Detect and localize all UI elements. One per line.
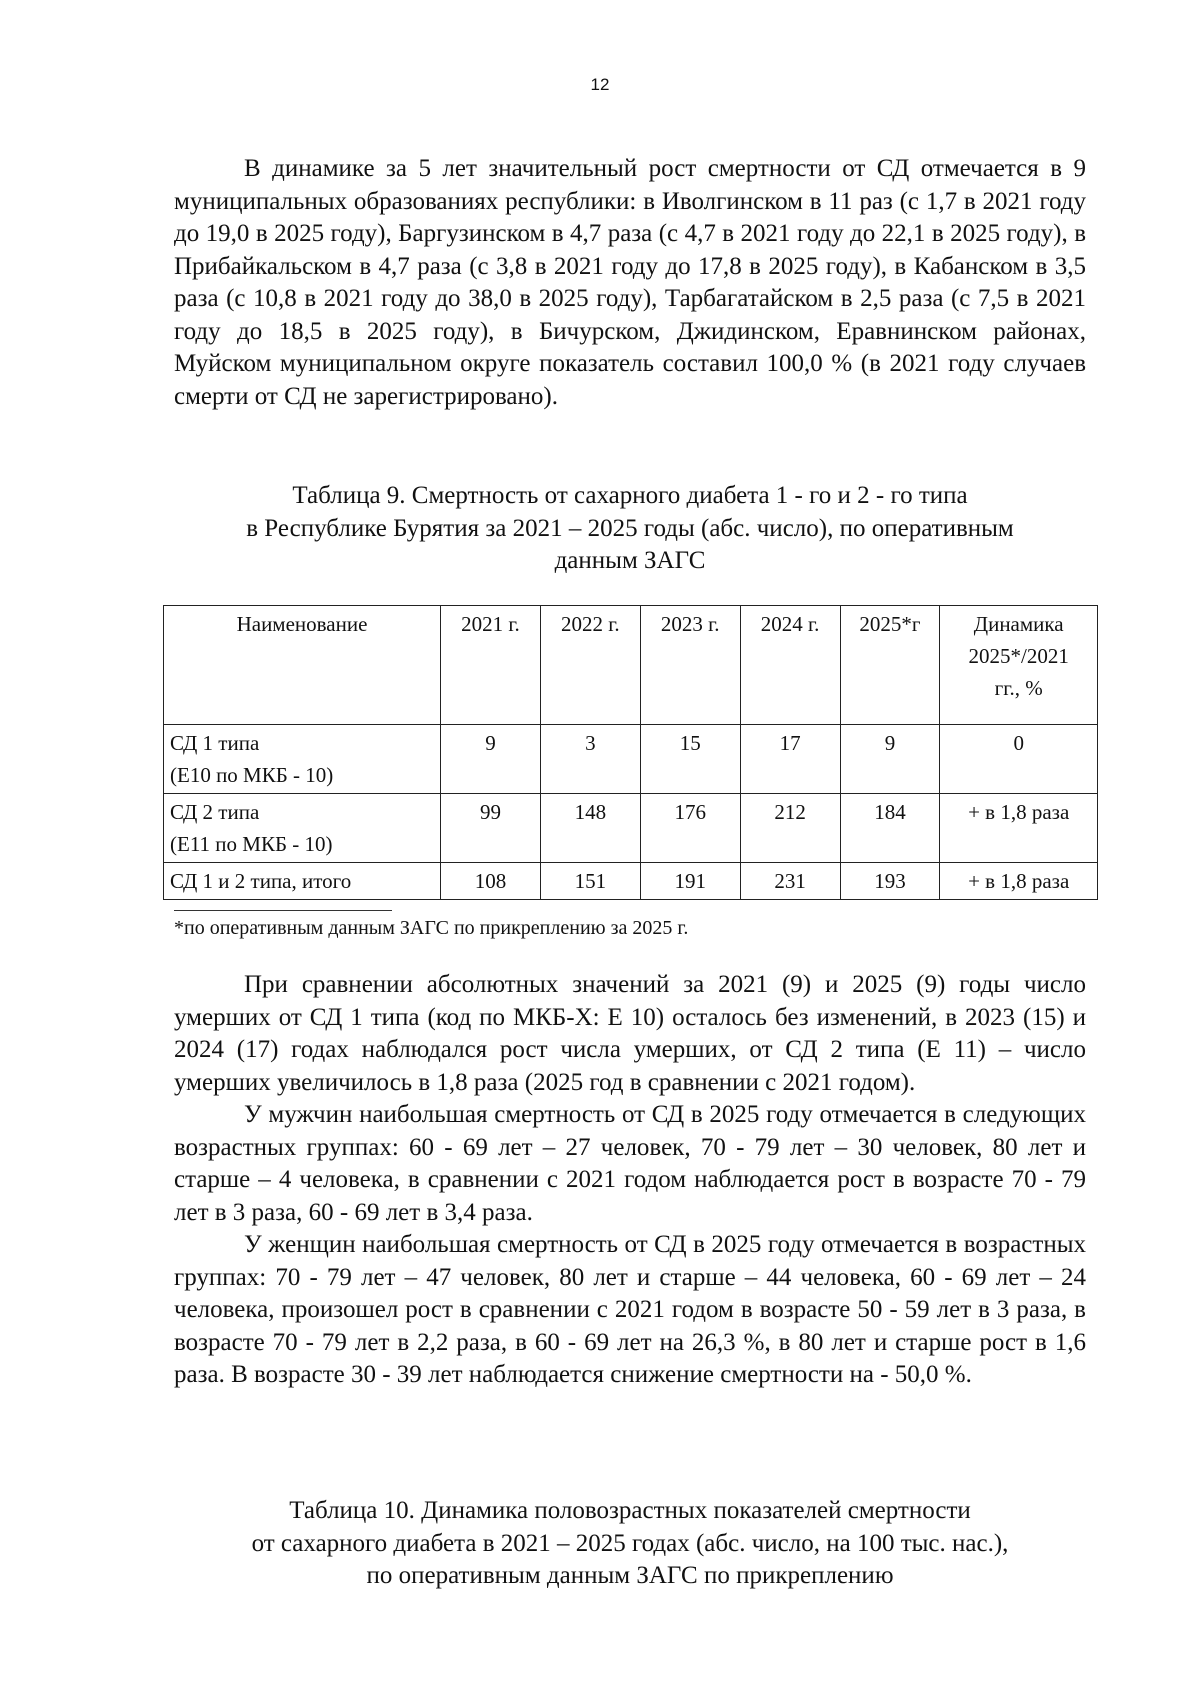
cell-dynamics: + в 1,8 раза <box>940 794 1098 863</box>
caption-line: в Республике Бурятия за 2021 – 2025 годы (абс. число), по оперативным <box>246 514 1014 542</box>
row-name-line: СД 1 типа <box>170 731 260 755</box>
row-name-line: СД 2 типа <box>170 800 260 824</box>
paragraph-comparison: При сравнении абсолютных значений за 2021 (9) и 2025 (9) годы число умерших от СД 1 типа (код по МКБ-Х: Е 10) осталось без изменений, в 2023 (15) и 2024 (17) годах наблюдался рост числа умерших, от СД 2 типа (Е 11) – число умерших увеличилось в 1,8 раза (2025 год в сравнении с 2021 годом). <box>174 971 1086 1096</box>
caption-line: Таблица 10. Динамика половозрастных показателей смертности <box>289 1497 971 1524</box>
header-2025: 2025*г <box>840 606 940 725</box>
cell-dynamics: 0 <box>940 725 1098 794</box>
footnote-divider <box>174 910 392 911</box>
body-text-block <box>174 969 1086 1392</box>
paragraph-women: У женщин наибольшая смертность от СД в 2025 году отмечается в возрастных группах: 70 - 79 лет – 47 человек, 80 лет и старше – 44 человека, 60 - 69 лет – 24 человека, произошел рост в сравнении с 2021 годом в возрасте 50 - 59 лет в 3 раза, в возрасте 70 - 79 лет в 2,2 раза, в 60 - 69 лет на 26,3 %, в 80 лет и старше рост в 1,6 раза. В возрасте 30 - 39 лет наблюдается снижение смертности на - 50,0 %. <box>174 1231 1086 1388</box>
cell-2022: 3 <box>540 725 640 794</box>
cell-2021: 108 <box>441 863 541 900</box>
table-row <box>164 794 1098 863</box>
cell-2025: 9 <box>840 725 940 794</box>
header-2024: 2024 г. <box>740 606 840 725</box>
row-name <box>164 725 441 794</box>
table-header-row <box>164 606 1098 725</box>
cell-2021: 9 <box>441 725 541 794</box>
table-9-caption <box>174 480 1086 578</box>
row-name-line: СД 1 и 2 типа, итого <box>170 869 352 893</box>
cell-2025: 184 <box>840 794 940 863</box>
cell-2024: 231 <box>740 863 840 900</box>
cell-2024: 17 <box>740 725 840 794</box>
caption-line: данным ЗАГС <box>554 547 706 574</box>
caption-line: от сахарного диабета в 2021 – 2025 годах (абс. число, на 100 тыс. нас.), <box>251 1529 1009 1557</box>
caption-line: Таблица 9. Смертность от сахарного диабета 1 - го и 2 - го типа <box>292 482 968 509</box>
row-name <box>164 863 441 900</box>
table-row <box>164 863 1098 900</box>
table-10-caption <box>174 1495 1086 1593</box>
page-number: 12 <box>590 75 610 94</box>
header-2023: 2023 г. <box>640 606 740 725</box>
cell-2022: 148 <box>540 794 640 863</box>
cell-2023: 15 <box>640 725 740 794</box>
paragraph-men: У мужчин наибольшая смертность от СД в 2025 году отмечается в следующих возрастных группах: 60 - 69 лет – 27 человек, 70 - 79 лет – 30 человек, 80 лет и старше – 4 человека, в сравнении с 2021 годом наблюдается рост в возрасте 70 - 79 лет в 3 раза, 60 - 69 лет в 3,4 раза. <box>174 1101 1086 1226</box>
row-name-line: (Е10 по МКБ - 10) <box>170 763 334 787</box>
caption-line: по оперативным данным ЗАГС по прикреплению <box>366 1562 894 1589</box>
cell-2021: 99 <box>441 794 541 863</box>
cell-2023: 191 <box>640 863 740 900</box>
cell-2023: 176 <box>640 794 740 863</box>
header-dynamics-line: 2025*/2021 <box>968 644 1069 668</box>
header-name: Наименование <box>164 606 441 725</box>
header-dynamics-line: гг., % <box>994 676 1043 700</box>
header-2021: 2021 г. <box>441 606 541 725</box>
paragraph-text: В динамике за 5 лет значительный рост смертности от СД отмечается в 9 муниципальных образованиях республики: в Иволгинском в 11 раз (с 1,7 в 2021 году до 19,0 в 2025 году), Баргузинском в 4,7 раза (с 4,7 в 2021 году до 22,1 в 2025 году), в Прибайкальском в 4,7 раза (с 3,8 в 2021 году до 17,8 в 2025 году), в Кабанском в 3,5 раза (с 10,8 в 2021 году до 38,0 в 2025 году), Тарбагатайском в 2,5 раза (с 7,5 в 2021 году до 18,5 в 2025 году), в Бичурском, Джидинском, Еравнинском районах, Муйском муниципальном округе показатель составил 100,0 % (в 2021 году случаев смерти от СД не зарегистрировано). <box>174 155 1086 410</box>
table-9-footnote: *по оперативным данным ЗАГС по прикреплению за 2025 г. <box>174 917 689 939</box>
header-dynamics-line: Динамика <box>973 612 1064 636</box>
cell-dynamics: + в 1,8 раза <box>940 863 1098 900</box>
header-dynamics <box>940 606 1098 725</box>
table-row <box>164 725 1098 794</box>
row-name <box>164 794 441 863</box>
cell-2025: 193 <box>840 863 940 900</box>
row-name-line: (Е11 по МКБ - 10) <box>170 832 333 856</box>
header-2022: 2022 г. <box>540 606 640 725</box>
cell-2022: 151 <box>540 863 640 900</box>
table-9-diabetes-mortality <box>163 605 1098 900</box>
paragraph-dynamics-municipalities <box>174 153 1086 413</box>
cell-2024: 212 <box>740 794 840 863</box>
